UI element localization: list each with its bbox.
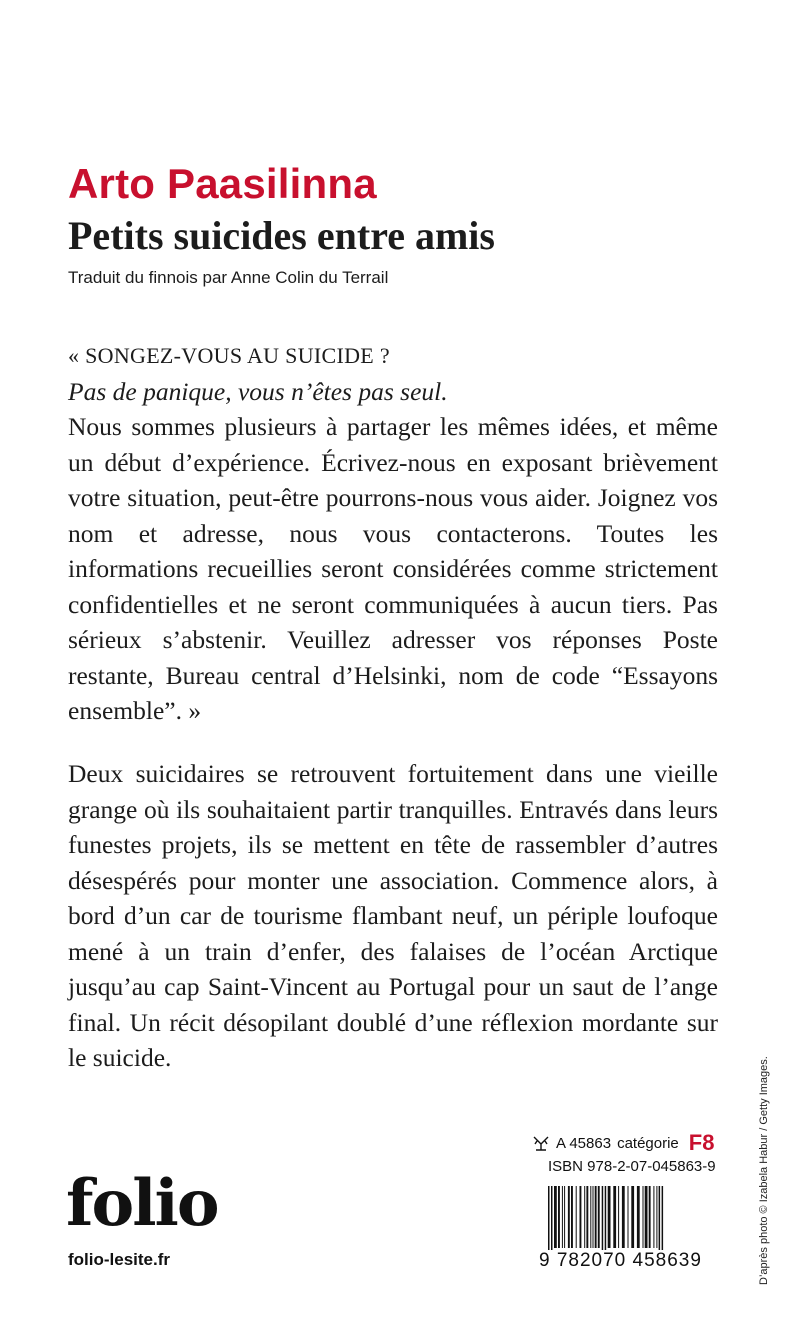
photo-credit: D’après photo © Izabela Habur / Getty Images. xyxy=(758,1056,770,1285)
gallimard-mark-icon xyxy=(532,1135,550,1151)
translator-credit: Traduit du finnois par Anne Colin du Terrail xyxy=(68,268,389,287)
author-name: Arto Paasilinna xyxy=(68,160,377,207)
folio-logo: folio xyxy=(66,1166,218,1241)
product-code: A 45863 xyxy=(556,1134,612,1152)
quote-italic-line: Pas de panique, vous n’êtes pas seul. xyxy=(68,376,448,406)
category-label: catégorie xyxy=(617,1134,679,1152)
category-code: F8 xyxy=(688,1130,715,1155)
quote-paragraph: Nous sommes plusieurs à partager les mêmes idées, et même un début d’expérience. Écrivez-nous en exposant brièvement votre situation, peut-être pourrons-nous vous aider. Joignez vos nom et adresse, nous vous contacterons. Toutes les informations recueillies seront considérées comme strictement confidentielles et ne seront communiquées à aucun tiers. Pas sérieux s’abstenir. Veuillez adresser vos réponses Poste restante, Bureau central d’Helsinki, nom de code “Essayons ensemble”. » xyxy=(68,412,718,725)
quote-heading: « SONGEZ-VOUS AU SUICIDE ? xyxy=(68,343,390,368)
barcode-bars xyxy=(546,1186,726,1258)
quote-block xyxy=(68,338,718,729)
isbn: ISBN 978-2-07-045863-9 xyxy=(548,1158,716,1175)
book-title: Petits suicides entre amis xyxy=(68,213,495,258)
summary-paragraph: Deux suicidaires se retrouvent fortuitement dans une vieille grange où ils souhaitaient partir tranquilles. Entravés dans leurs funestes projets, ils se mettent en tête de rassembler d’autres désespérés pour monter une association. Commence alors, à bord d’un car de tourisme flambant neuf, un périple loufoque mené à un train d’enfer, des falaises de l’océan Arctique jusqu’au cap Saint-Vincent au Portugal pour un saut de l’ange final. Un récit désopilant doublé d’une réflexion mordante sur le suicide. xyxy=(68,759,718,1072)
publisher-website[interactable]: folio-lesite.fr xyxy=(68,1250,171,1269)
product-code-line xyxy=(532,1130,714,1156)
barcode xyxy=(538,1186,726,1278)
barcode-digits: 9 782070 458639 xyxy=(539,1250,702,1271)
